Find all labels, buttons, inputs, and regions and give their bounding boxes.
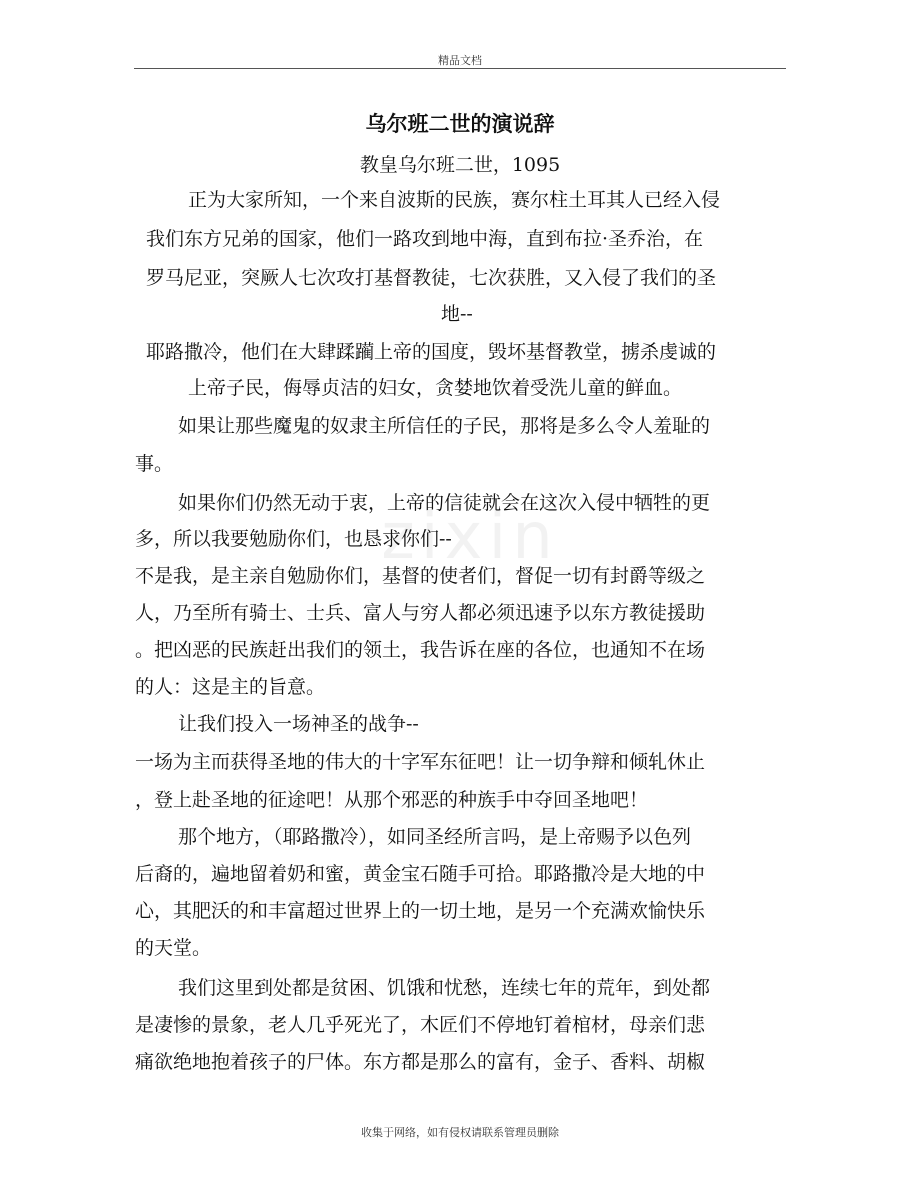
body-line: ，登上赴圣地的征途吧！从那个邪恶的种族手中夺回圣地吧！ (135, 789, 649, 811)
body-line: 耶路撒冷，他们在大肆蹂躏上帝的国度，毁坏基督教堂，掳杀虔诚的 (146, 341, 717, 363)
header-divider (134, 68, 786, 69)
footer-label: 收集于网络，如有侵权请联系管理员删除 (361, 1126, 559, 1139)
body-line: 后裔的，遍地留着奶和蜜，黄金宝石随手可拾。耶路撒冷是大地的中 (135, 863, 706, 885)
body-line: 地-- (441, 303, 473, 325)
body-line: 一场为主而获得圣地的伟大的十字军东征吧！让一切争辩和倾轧休止 (135, 751, 706, 773)
document-title: 乌尔班二世的演说辞 (365, 112, 555, 136)
body-line: 让我们投入一场神圣的战争-- (178, 713, 419, 735)
body-line: 痛欲绝地抱着孩子的尸体。东方都是那么的富有，金子、香料、胡椒 (135, 1051, 706, 1073)
body-line: 的人：这是主的旨意。 (135, 676, 326, 698)
body-line: 如果让那些魔鬼的奴隶主所信任的子民，那将是多么令人羞耻的 (178, 415, 711, 437)
header-label: 精品文档 (438, 54, 482, 67)
body-line: 我们这里到处都是贫困、饥饿和忧愁，连续七年的荒年，到处都 (178, 977, 711, 999)
body-line: 人，乃至所有骑士、士兵、富人与穷人都必须迅速予以东方教徒援助 (135, 602, 706, 624)
body-line: 如果你们仍然无动于衷，上帝的信徒就会在这次入侵中牺牲的更 (178, 492, 711, 514)
body-line: 我们东方兄弟的国家，他们一路攻到地中海，直到布拉·圣乔治，在 (146, 228, 704, 250)
body-line: 正为大家所知，一个来自波斯的民族，赛尔柱土耳其人已经入侵 (188, 189, 721, 211)
body-line: 的天堂。 (135, 937, 212, 959)
body-line: 是凄惨的景象，老人几乎死光了，木匠们不停地钉着棺材，母亲们悲 (135, 1014, 706, 1036)
document-subtitle: 教皇乌尔班二世，1095 (359, 154, 561, 176)
body-line: 罗马尼亚，突厥人七次攻打基督教徒，七次获胜，又入侵了我们的圣 (146, 267, 717, 289)
body-line: 心，其肥沃的和丰富超过世界上的一切土地，是另一个充满欢愉快乐 (135, 900, 706, 922)
body-line: 上帝子民，侮辱贞洁的妇女，贪婪地饮着受洗儿童的鲜血。 (188, 377, 683, 399)
watermark: zixin (381, 500, 559, 574)
body-line: 多，所以我要勉励你们，也恳求你们-- (135, 528, 452, 550)
body-line: 那个地方，（耶路撒冷），如同圣经所言吗，是上帝赐予以色列 (178, 826, 692, 848)
body-line: 不是我，是主亲自勉励你们，基督的使者们，督促一切有封爵等级之 (135, 565, 706, 587)
body-line: 。把凶恶的民族赶出我们的领土，我告诉在座的各位，也通知不在场 (135, 639, 706, 661)
body-line: 事。 (135, 453, 174, 475)
